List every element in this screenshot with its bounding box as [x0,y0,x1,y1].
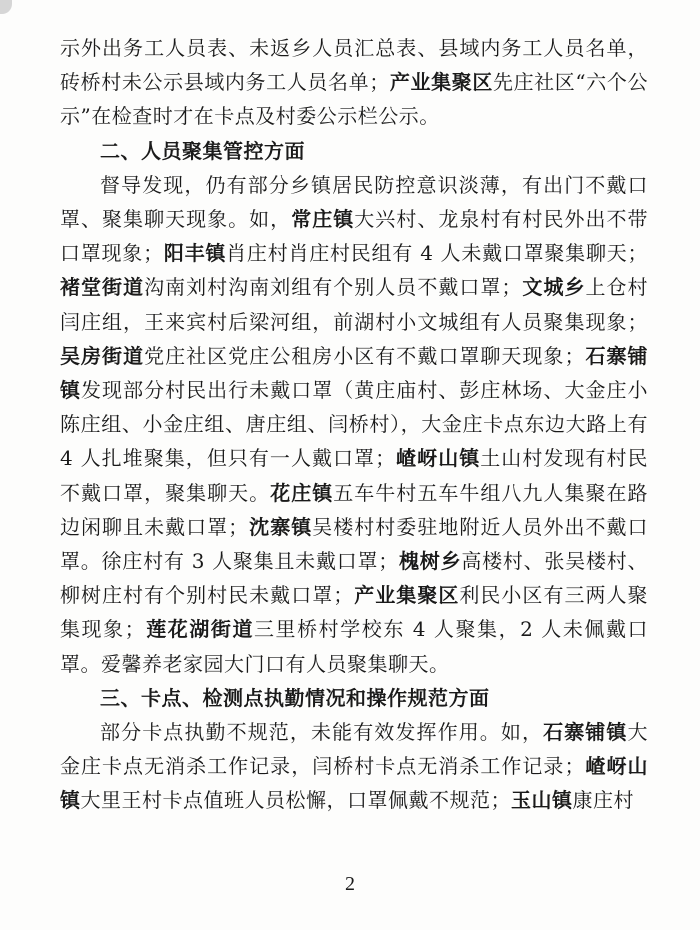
body-paragraph [60,715,648,818]
text-segment: 肖庄村肖庄村民组有 4 人未戴口罩聚集聊天； [226,241,648,266]
text-segment: 部分卡点执勤不规范，未能有效发挥作用。如， [100,720,544,745]
text-segment: 发现部分村民出行未戴口罩（黄庄庙村、彭庄林场、大金庄小陈庄组、小金庄组、唐庄组、闫桥村），大金庄卡点东边大路上有 4 人扎堆聚集，但只有一人戴口罩； [60,378,649,471]
page-number: 2 [345,873,355,895]
text-segment: 党庄社区党庄公租房小区有不戴口罩聊天现象； [144,343,585,368]
place-name: 嵖岈山镇 [60,754,649,813]
place-name: 石寨铺镇 [60,343,649,403]
text-segment: 土山村发现有村民不戴口罩，聚集聊天。 [60,446,649,505]
place-name: 花庄镇 [270,480,334,505]
document-body [60,31,648,818]
text-segment: 三里桥村学校东 4 人聚集，2 人未佩戴口罩。爱馨养老家园大门口有人员聚集聊天。 [60,617,649,676]
text-segment: 沟南刘村沟南刘组有个别人员不戴口罩； [144,275,522,300]
text-segment: 大金庄卡点无消杀工作记录，闫桥村卡点无消杀工作记录； [60,720,649,779]
place-name: 文城乡 [521,275,586,300]
section-heading [60,681,648,715]
text-segment: 先庄社区“六个公示”在检查时才在卡点及村委公示栏公示。 [60,70,648,129]
place-name: 玉山镇 [511,788,573,813]
text-segment: 示外出务工人员表、未返乡人员汇总表、县域内务工人员名单，砖桥村未公示县域内务工人员名单； [60,36,648,95]
body-paragraph [60,168,648,681]
place-name: 沈寨镇 [248,514,313,539]
place-name: 常庄镇 [291,207,355,232]
place-name: 莲花湖街道 [145,617,254,642]
text-segment: 大兴村、龙泉村有村民外出不带口罩现象； [60,207,649,266]
text-segment: 五车牛村五车牛组八九人集聚在路边闲聊且未戴口罩； [60,480,649,539]
text-segment: 利民小区有三两人聚集现象； [60,583,649,642]
place-name: 吴房街道 [60,343,145,368]
place-name: 槐树乡 [398,549,462,574]
body-paragraph [60,31,648,134]
text-segment: 吴楼村村委驻地附近人员外出不戴口罩。徐庄村有 3 人聚集且未戴口罩； [60,514,649,574]
place-name: 嵖岈山镇 [395,446,481,471]
place-name: 产业集聚区 [353,583,460,608]
text-segment: 康庄村 [572,788,634,813]
place-name: 石寨铺镇 [543,720,628,745]
text-segment: 上仓村闫庄组，王来宾村后梁河组，前湖村小文城组有人员聚集现象； [60,275,649,334]
place-name: 阳丰镇 [163,241,227,266]
text-segment: 大里王村卡点值班人员松懈，口罩佩戴不规范； [80,788,511,813]
text-segment: 督导发现，仍有部分乡镇居民防控意识淡薄，有出门不戴口罩、聚集聊天现象。如， [60,172,648,232]
text-segment: 高楼村、张吴楼村、柳树庄村有个别村民未戴口罩； [60,549,648,608]
text-segment: 三、卡点、检测点执勤情况和操作规范方面 [100,685,490,710]
scan-corner-mark [0,0,12,14]
section-heading [60,134,648,168]
place-name: 褚堂街道 [60,275,145,300]
text-segment: 二、人员聚集管控方面 [100,138,305,163]
place-name: 产业集聚区 [389,70,493,95]
